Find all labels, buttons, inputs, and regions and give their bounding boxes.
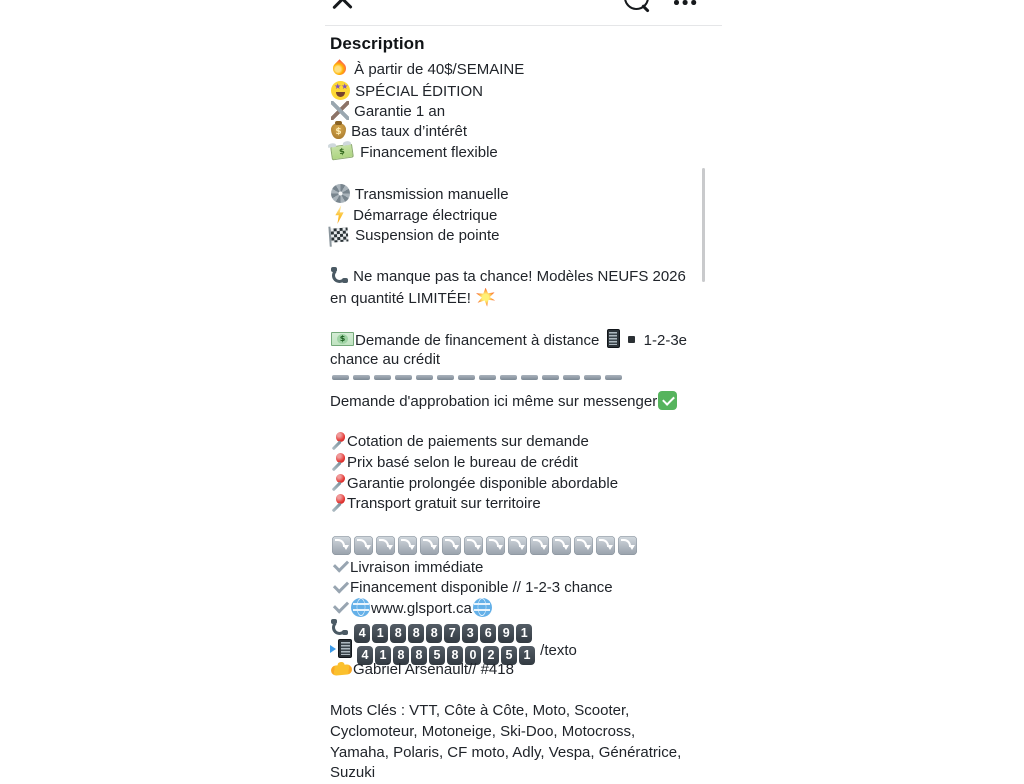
description-text: Suzuki bbox=[330, 764, 376, 782]
heavy-minus-icon bbox=[332, 375, 349, 380]
check-mark-button-icon bbox=[658, 391, 677, 410]
description-text: Yamaha, Polaris, CF moto, Adly, Vespa, Génératrice, bbox=[330, 743, 682, 761]
heavy-minus-icon bbox=[500, 375, 517, 380]
description-text: Financement flexible bbox=[356, 143, 498, 161]
description-line bbox=[330, 163, 705, 184]
globe-icon bbox=[351, 598, 370, 617]
keycap-digit-icon: 3 bbox=[462, 624, 478, 643]
description-text: /texto bbox=[536, 642, 577, 660]
description-line bbox=[330, 681, 705, 702]
dollar-banknote-icon bbox=[331, 332, 354, 346]
keycap-digit-icon: 8 bbox=[447, 646, 463, 665]
heavy-minus-icon bbox=[521, 375, 538, 380]
description-text: Ne manque pas ta chance! Modèles NEUFS 2026 bbox=[349, 267, 686, 285]
pushpin-icon bbox=[331, 432, 346, 450]
description-text: Suspension de pointe bbox=[351, 226, 500, 244]
pushpin-icon bbox=[331, 474, 346, 492]
description-line bbox=[330, 722, 705, 743]
arrow-curving-down-icon bbox=[376, 536, 395, 555]
arrow-curving-down-icon bbox=[596, 536, 615, 555]
globe-icon bbox=[473, 598, 492, 617]
hammer-wrench-icon bbox=[331, 101, 349, 120]
more-options-icon[interactable] bbox=[674, 0, 700, 7]
description-line bbox=[330, 660, 705, 681]
description-text: Cyclomoteur, Motoneige, Ski-Doo, Motocross, bbox=[330, 723, 636, 740]
description-text: Gabriel Arsenault// #418 bbox=[353, 660, 514, 678]
arrow-curving-down-icon bbox=[552, 536, 571, 555]
check-mark-icon bbox=[331, 557, 349, 576]
description-text: Livraison immédiate bbox=[350, 558, 484, 576]
gear-icon bbox=[331, 184, 350, 203]
description-text: Démarrage électrique bbox=[349, 206, 498, 224]
keycap-digit-icon: 8 bbox=[390, 624, 406, 643]
description-line bbox=[330, 205, 705, 226]
zap-icon bbox=[333, 205, 346, 224]
description-line bbox=[330, 453, 705, 474]
arrow-curving-down-icon bbox=[574, 536, 593, 555]
description-text: Financement disponible // 1-2-3 chance bbox=[350, 579, 613, 597]
keycap-digit-icon: 5 bbox=[429, 646, 445, 665]
fire-icon bbox=[330, 59, 348, 77]
heavy-minus-icon bbox=[416, 375, 433, 380]
description-text: Transport gratuit sur territoire bbox=[347, 495, 541, 513]
keycap-digit-icon: 1 bbox=[516, 624, 532, 643]
description-line bbox=[330, 701, 705, 722]
description-line bbox=[330, 598, 705, 619]
description-text: Transmission manuelle bbox=[351, 186, 509, 204]
pushpin-icon bbox=[331, 453, 346, 471]
description-line bbox=[330, 515, 705, 536]
heavy-minus-icon bbox=[395, 375, 412, 380]
description-text: Demande de financement à distance bbox=[355, 331, 604, 349]
description-text: en quantité LIMITÉE! bbox=[330, 289, 476, 307]
description-line bbox=[330, 743, 705, 764]
heavy-minus-icon bbox=[563, 375, 580, 380]
heavy-minus-icon bbox=[542, 375, 559, 380]
description-line bbox=[330, 577, 705, 598]
arrow-curving-down-icon bbox=[332, 536, 351, 555]
topbar-divider bbox=[325, 25, 722, 26]
description-line bbox=[330, 308, 705, 329]
description-text: chance au crédit bbox=[330, 350, 441, 368]
keycap-digit-icon: 5 bbox=[501, 646, 517, 665]
phone-receiver-icon bbox=[331, 267, 348, 284]
close-icon[interactable] bbox=[331, 0, 354, 11]
description-line bbox=[330, 639, 705, 663]
arrow-curving-down-icon bbox=[442, 536, 461, 555]
description-line bbox=[330, 474, 705, 495]
description-text: Bas taux d’intérêt bbox=[347, 123, 468, 141]
keycap-digit-icon: 9 bbox=[498, 624, 514, 643]
description-line bbox=[330, 763, 705, 784]
keycap-digit-icon: 4 bbox=[354, 624, 370, 643]
money-wings-icon bbox=[330, 143, 354, 160]
mobile-phone-arrow-icon bbox=[338, 639, 352, 658]
description-line bbox=[330, 267, 705, 288]
arrow-curving-down-icon bbox=[354, 536, 373, 555]
description-line bbox=[330, 391, 705, 412]
phone-receiver-icon bbox=[331, 619, 348, 636]
scrollbar-thumb[interactable] bbox=[702, 168, 705, 282]
keycap-digit-icon: 8 bbox=[411, 646, 427, 665]
description-text: www.glsport.ca bbox=[371, 599, 472, 617]
description-text: À partir de 40$/SEMAINE bbox=[350, 61, 525, 78]
description-line bbox=[330, 81, 705, 102]
heavy-minus-icon bbox=[584, 375, 601, 380]
description-line bbox=[330, 246, 705, 267]
keycap-digit-icon: 6 bbox=[480, 624, 496, 643]
heavy-minus-icon bbox=[479, 375, 496, 380]
keycap-digit-icon: 7 bbox=[444, 624, 460, 643]
description-text: Cotation de paiements sur demande bbox=[347, 433, 589, 451]
arrow-curving-down-icon bbox=[486, 536, 505, 555]
description-line bbox=[330, 619, 705, 640]
heavy-minus-icon bbox=[353, 375, 370, 380]
arrow-curving-down-icon bbox=[530, 536, 549, 555]
keycap-digit-icon: 4 bbox=[357, 646, 373, 665]
arrow-curving-down-icon bbox=[398, 536, 417, 555]
keycap-digit-icon: 8 bbox=[426, 624, 442, 643]
description-text: Demande d'approbation ici même sur messenger bbox=[330, 393, 658, 410]
check-mark-icon bbox=[331, 598, 349, 617]
check-mark-icon bbox=[331, 577, 349, 596]
keycap-digit-icon: 8 bbox=[408, 624, 424, 643]
black-small-square-icon bbox=[628, 336, 635, 343]
description-line bbox=[330, 494, 705, 515]
description-text: Garantie 1 an bbox=[350, 103, 446, 121]
star-struck-icon bbox=[331, 81, 350, 100]
keycap-digit-icon: 2 bbox=[483, 646, 499, 665]
handshake-icon bbox=[331, 664, 353, 676]
description-line bbox=[330, 536, 705, 557]
description-line bbox=[330, 370, 705, 391]
description-body bbox=[330, 60, 705, 784]
search-icon[interactable] bbox=[624, 0, 654, 17]
description-line bbox=[330, 184, 705, 205]
keycap-digit-icon: 1 bbox=[372, 624, 388, 643]
arrow-curving-down-icon bbox=[420, 536, 439, 555]
mobile-phone-icon bbox=[607, 329, 620, 348]
description-line bbox=[330, 60, 705, 81]
keycap-digit-icon: 1 bbox=[519, 646, 535, 665]
arrow-curving-down-icon bbox=[508, 536, 527, 555]
description-line bbox=[330, 432, 705, 453]
description-text: 1-2-3e bbox=[639, 331, 688, 349]
description-line bbox=[330, 122, 705, 143]
collision-icon bbox=[476, 288, 495, 307]
description-text bbox=[349, 620, 353, 637]
keycap-digit-icon: 1 bbox=[375, 646, 391, 665]
description-line bbox=[330, 143, 705, 164]
description-line bbox=[330, 288, 705, 309]
description-line bbox=[330, 412, 705, 433]
heavy-minus-icon bbox=[458, 375, 475, 380]
description-line bbox=[330, 350, 705, 371]
description-text: Garantie prolongée disponible abordable bbox=[347, 474, 619, 492]
description-line bbox=[330, 329, 705, 350]
heavy-minus-icon bbox=[374, 375, 391, 380]
section-title: Description bbox=[330, 34, 425, 53]
description-line bbox=[330, 226, 705, 247]
pushpin-icon bbox=[331, 494, 346, 512]
description-text: Mots Clés : VTT, Côte à Côte, Moto, Scooter, bbox=[330, 702, 630, 720]
keycap-digit-icon: 0 bbox=[465, 646, 481, 665]
description-text: Prix basé selon le bureau de crédit bbox=[347, 454, 578, 472]
heavy-minus-icon bbox=[437, 375, 454, 380]
keycap-digit-icon: 8 bbox=[393, 646, 409, 665]
description-text: SPÉCIAL ÉDITION bbox=[351, 82, 483, 100]
money-bag-icon bbox=[331, 123, 346, 139]
arrow-curving-down-icon bbox=[464, 536, 483, 555]
heavy-minus-icon bbox=[605, 375, 622, 380]
description-line bbox=[330, 101, 705, 122]
arrow-curving-down-icon bbox=[618, 536, 637, 555]
description-line bbox=[330, 557, 705, 578]
checkered-flag-icon bbox=[331, 227, 349, 242]
